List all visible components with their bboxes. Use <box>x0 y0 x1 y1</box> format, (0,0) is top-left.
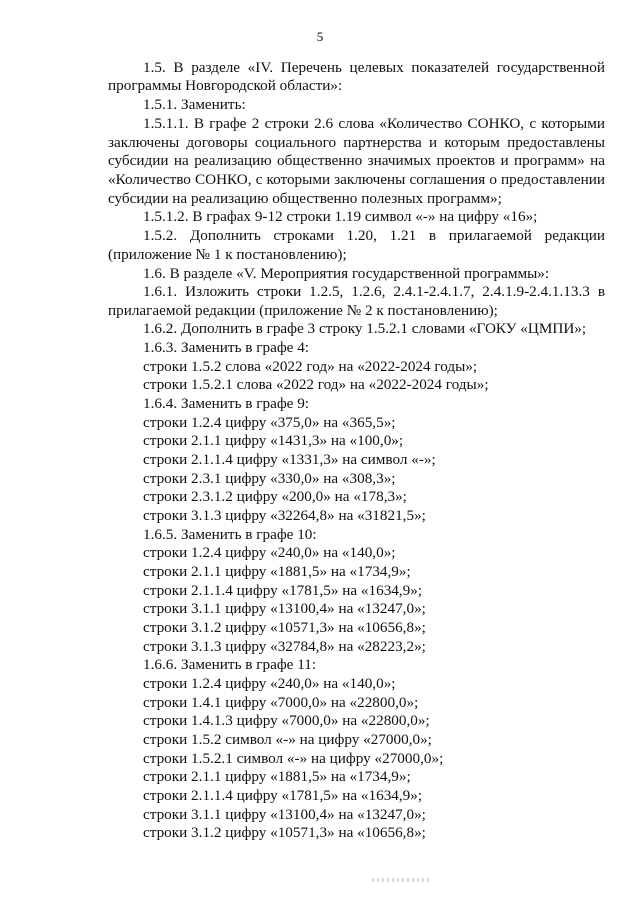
text-line: прилагаемой редакции (приложение № 2 к постановлению); <box>108 302 498 319</box>
text-line: 1.6.5. Заменить в графе 10: <box>143 526 317 543</box>
text-line: 1.6.2. Дополнить в графе 3 строку 1.5.2.1 словами «ГОКУ «ЦМПИ»; <box>143 320 587 337</box>
text-line: строки 1.5.2.1 слова «2022 год» на «2022-2024 годы»; <box>143 376 489 393</box>
text-line: 1.5. В разделе «IV. Перечень целевых показателей государственной <box>143 59 605 76</box>
text-line: строки 3.1.1 цифру «13100,4» на «13247,0»; <box>143 600 426 617</box>
text-line: программы Новгородской области»: <box>108 77 343 94</box>
text-line: строки 1.4.1 цифру «7000,0» на «22800,0»; <box>143 694 419 711</box>
page-number: 5 <box>316 29 324 44</box>
text-line: (приложение № 1 к постановлению); <box>108 246 347 263</box>
document-body <box>0 59 640 839</box>
text-line: строки 1.4.1.3 цифру «7000,0» на «22800,0»; <box>143 712 430 729</box>
text-line: 1.6.1. Изложить строки 1.2.5, 1.2.6, 2.4.1-2.4.1.7, 2.4.1.9-2.4.1.13.3 в <box>143 283 605 300</box>
text-line: 1.5.1. Заменить: <box>143 96 246 113</box>
text-line: строки 2.1.1.4 цифру «1331,3» на символ «-»; <box>143 451 436 468</box>
text-line: «Количество СОНКО, с которыми заключены соглашения о предоставлении <box>108 171 605 188</box>
text-line: 1.6.3. Заменить в графе 4: <box>143 339 310 356</box>
text-line: строки 1.5.2 символ «-» на цифру «27000,0»; <box>143 731 432 748</box>
text-line: строки 1.2.4 цифру «240,0» на «140,0»; <box>143 675 396 692</box>
text-line: субсидии на реализацию общественно значимых проектов и программ» на <box>108 152 605 169</box>
text-line: 1.6. В разделе «V. Мероприятия государственной программы»: <box>143 265 550 282</box>
text-line: строки 3.1.3 цифру «32784,8» на «28223,2»; <box>143 638 426 655</box>
text-line: субсидии на реализацию общественно полезных программ»; <box>108 190 502 207</box>
text-line: строки 1.5.2 слова «2022 год» на «2022-2024 годы»; <box>143 358 478 375</box>
text-line: строки 3.1.2 цифру «10571,3» на «10656,8»; <box>143 619 426 636</box>
text-line: строки 2.1.1.4 цифру «1781,5» на «1634,9»; <box>143 787 423 804</box>
text-line: строки 3.1.2 цифру «10571,3» на «10656,8»; <box>143 824 426 841</box>
text-line: 1.6.6. Заменить в графе 11: <box>143 656 317 673</box>
text-line: заключены договоры социального партнерства и которым предоставлены <box>108 134 605 151</box>
text-line: строки 2.1.1 цифру «1431,3» на «100,0»; <box>143 432 404 449</box>
scan-artifact <box>372 878 432 882</box>
text-line: 1.5.1.1. В графе 2 строки 2.6 слова «Количество СОНКО, с которыми <box>143 115 605 132</box>
text-line: строки 3.1.3 цифру «32264,8» на «31821,5»; <box>143 507 426 524</box>
text-line: строки 2.1.1 цифру «1881,5» на «1734,9»; <box>143 768 411 785</box>
text-line: строки 2.1.1 цифру «1881,5» на «1734,9»; <box>143 563 411 580</box>
text-line: строки 2.3.1 цифру «330,0» на «308,3»; <box>143 470 396 487</box>
text-line: 1.6.4. Заменить в графе 9: <box>143 395 310 412</box>
text-line: строки 1.2.4 цифру «240,0» на «140,0»; <box>143 544 396 561</box>
text-line: строки 3.1.1 цифру «13100,4» на «13247,0»; <box>143 806 426 823</box>
text-line: строки 1.2.4 цифру «375,0» на «365,5»; <box>143 414 396 431</box>
text-line: 1.5.2. Дополнить строками 1.20, 1.21 в прилагаемой редакции <box>143 227 605 244</box>
text-line: строки 1.5.2.1 символ «-» на цифру «27000,0»; <box>143 750 444 767</box>
text-line: строки 2.1.1.4 цифру «1781,5» на «1634,9»; <box>143 582 423 599</box>
text-line: строки 2.3.1.2 цифру «200,0» на «178,3»; <box>143 488 407 505</box>
text-line: 1.5.1.2. В графах 9-12 строки 1.19 символ «-» на цифру «16»; <box>143 208 538 225</box>
